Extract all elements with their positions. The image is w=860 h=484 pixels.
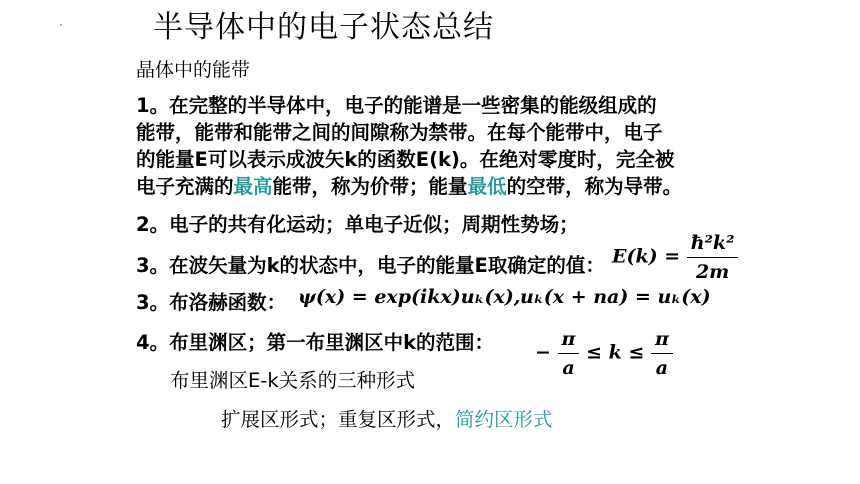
range-fraction-right bbox=[651, 328, 673, 379]
sub-item-zone-forms bbox=[221, 404, 553, 432]
item-1-paragraph bbox=[136, 92, 736, 200]
line-4-part-c: 的空带，称为导带。 bbox=[506, 175, 683, 198]
sub-item-ek-forms: 布里渊区E-k关系的三种形式 bbox=[170, 369, 416, 392]
range-numerator-left: π bbox=[561, 328, 576, 350]
bloch-formula-2: uₖ(x + na) = uₖ(x) bbox=[520, 286, 711, 308]
energy-formula bbox=[612, 232, 738, 283]
highlight-reduced-zone: 简约区形式 bbox=[455, 408, 553, 431]
item-3a-text: 3。在波矢量为k的状态中，电子的能量E取确定的值： bbox=[136, 254, 605, 277]
item-1-line-1: 1。在完整的半导体中，电子的能谱是一些密集的能级组成的 bbox=[136, 94, 657, 117]
line-4-part-b: 能带，称为价带；能量 bbox=[272, 175, 468, 198]
energy-denominator: 2m bbox=[687, 257, 739, 283]
energy-formula-lhs: E(k) = bbox=[612, 245, 681, 268]
item-1-line-2: 能带，能带和能带之间的间隙称为禁带。在每个能带中，电子 bbox=[136, 121, 663, 144]
range-denominator-right: a bbox=[651, 353, 673, 379]
brillouin-range-formula bbox=[535, 328, 673, 379]
decorative-dot bbox=[60, 24, 62, 26]
energy-fraction bbox=[687, 232, 739, 283]
range-minus-sign: − bbox=[535, 341, 551, 364]
item-4-text: 4。布里渊区；第一布里渊区中k的范围： bbox=[136, 331, 495, 354]
range-middle: ≤ k ≤ bbox=[586, 341, 645, 364]
energy-numerator: ħ²k² bbox=[690, 232, 735, 254]
item-2: 2。电子的共有化运动；单电子近似；周期性势场； bbox=[136, 213, 579, 236]
item-3b-text: 3。布洛赫函数： bbox=[136, 291, 287, 314]
zone-forms-prefix: 扩展区形式；重复区形式， bbox=[221, 408, 456, 431]
highlight-highest: 最高 bbox=[233, 175, 273, 198]
range-fraction-left bbox=[558, 328, 580, 379]
item-1-line-4 bbox=[136, 173, 736, 200]
line-4-part-a: 电子充满的 bbox=[136, 175, 234, 198]
range-numerator-right: π bbox=[654, 328, 669, 350]
item-1-line-3: 的能量E可以表示成波矢k的函数E(k)。在绝对零度时，完全被 bbox=[136, 148, 675, 171]
range-denominator-left: a bbox=[558, 353, 580, 379]
section-subtitle: 晶体中的能带 bbox=[136, 59, 251, 81]
bloch-formula-1: ψ(x) = exp(ikx)uₖ(x), bbox=[298, 286, 521, 308]
slide-title: 半导体中的电子状态总结 bbox=[153, 10, 494, 45]
highlight-lowest: 最低 bbox=[467, 175, 507, 198]
